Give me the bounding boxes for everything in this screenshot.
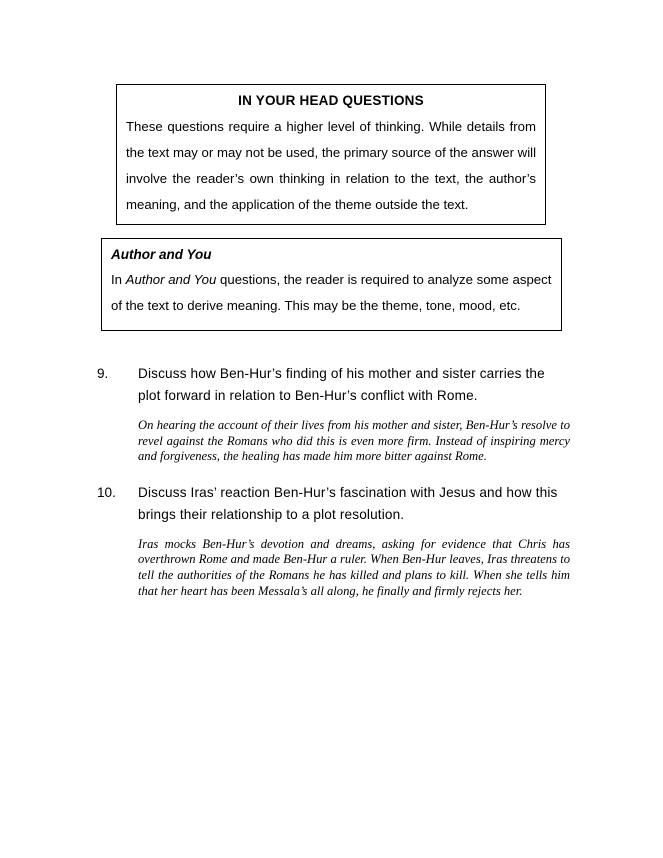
answer-text: On hearing the account of their lives from his mother and sister, Ben-Hur’s resolve to revel against the Romans who did this is even more firm. Instead of inspiring mercy and forgiveness, the healing has made him more bitter against Rome.	[138, 418, 570, 464]
question-row	[0, 482, 663, 526]
question-answer-list	[0, 363, 663, 616]
callout-title: IN YOUR HEAD QUESTIONS	[238, 93, 424, 108]
answer-row	[138, 537, 570, 599]
callout-body-suffix: questions, the reader is required to analyze some aspect of the text to derive meaning. This may be the theme, tone, mood, etc.	[111, 272, 552, 313]
question-answer-item	[0, 363, 663, 465]
callout-in-your-head-questions	[116, 84, 546, 225]
question-number: 10.	[97, 484, 116, 500]
answer-text: Iras mocks Ben-Hur’s devotion and dreams, asking for evidence that Chris has overthrown Rome and made Ben-Hur a ruler. When Ben-Hur leaves, Iras threatens to tell the authorities of the Romans he has killed and plans to kill. When she tells him that her heart has been Messala’s all along, he finally and firmly rejects her.	[138, 536, 570, 598]
callout-subtitle: Author and You	[111, 247, 212, 262]
answer-row	[138, 418, 570, 465]
question-prompt: Discuss Iras’ reaction Ben-Hur’s fascination with Jesus and how this brings their relationship to a plot resolution.	[138, 484, 558, 522]
callout-body-emphasis: Author and You	[125, 272, 217, 287]
callout-author-and-you	[101, 238, 562, 331]
callout-body	[111, 267, 552, 319]
question-prompt: Discuss how Ben-Hur’s finding of his mother and sister carries the plot forward in relation to Ben-Hur’s conflict with Rome.	[138, 366, 545, 403]
question-answer-item	[0, 482, 663, 599]
callout-body-prefix: In	[111, 272, 126, 287]
question-number: 9.	[97, 366, 109, 381]
question-row	[0, 363, 663, 407]
callout-body: These questions require a higher level of thinking. While details from the text may or may not be used, the primary source of the answer will involve the reader’s own thinking in relation to the text, the author’s meaning, and the application of the theme outside the text.	[126, 119, 536, 212]
